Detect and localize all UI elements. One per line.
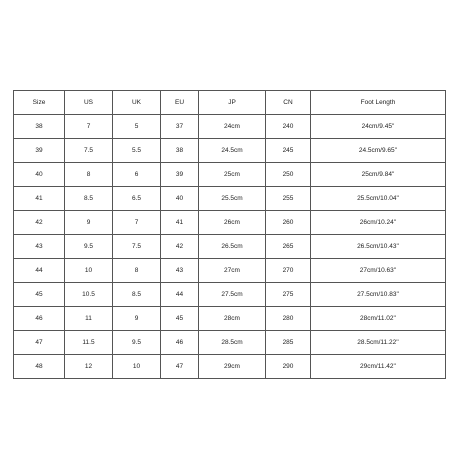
cell-cn: 240: [266, 115, 311, 139]
cell-size: 41: [14, 187, 65, 211]
table-row: [14, 163, 446, 187]
cell-foot-length: 25cm/9.84'': [311, 163, 446, 187]
cell-eu: 45: [161, 307, 199, 331]
cell-jp: 27cm: [199, 259, 266, 283]
cell-size: 45: [14, 283, 65, 307]
cell-jp: 24cm: [199, 115, 266, 139]
cell-eu: 43: [161, 259, 199, 283]
cell-cn: 280: [266, 307, 311, 331]
cell-size: 40: [14, 163, 65, 187]
cell-eu: 39: [161, 163, 199, 187]
cell-jp: 28cm: [199, 307, 266, 331]
table-row: [14, 259, 446, 283]
cell-eu: 38: [161, 139, 199, 163]
cell-us: 10: [65, 259, 113, 283]
table-row: [14, 139, 446, 163]
cell-foot-length: 27cm/10.63'': [311, 259, 446, 283]
cell-eu: 41: [161, 211, 199, 235]
cell-uk: 5: [113, 115, 161, 139]
table-row: [14, 211, 446, 235]
cell-eu: 47: [161, 355, 199, 379]
cell-uk: 10: [113, 355, 161, 379]
cell-jp: 26.5cm: [199, 235, 266, 259]
cell-foot-length: 26cm/10.24'': [311, 211, 446, 235]
header-cell-us: US: [65, 91, 113, 115]
cell-cn: 270: [266, 259, 311, 283]
cell-foot-length: 24.5cm/9.65'': [311, 139, 446, 163]
cell-cn: 260: [266, 211, 311, 235]
cell-uk: 5.5: [113, 139, 161, 163]
header-cell-cn: CN: [266, 91, 311, 115]
cell-cn: 285: [266, 331, 311, 355]
cell-cn: 245: [266, 139, 311, 163]
cell-uk: 9: [113, 307, 161, 331]
cell-jp: 24.5cm: [199, 139, 266, 163]
cell-us: 12: [65, 355, 113, 379]
table-row: [14, 331, 446, 355]
cell-us: 9.5: [65, 235, 113, 259]
cell-jp: 26cm: [199, 211, 266, 235]
header-row: [14, 91, 446, 115]
table-row: [14, 355, 446, 379]
cell-size: 38: [14, 115, 65, 139]
cell-jp: 25.5cm: [199, 187, 266, 211]
cell-eu: 46: [161, 331, 199, 355]
cell-size: 44: [14, 259, 65, 283]
table-row: [14, 115, 446, 139]
cell-size: 42: [14, 211, 65, 235]
cell-cn: 250: [266, 163, 311, 187]
cell-jp: 28.5cm: [199, 331, 266, 355]
cell-cn: 290: [266, 355, 311, 379]
cell-foot-length: 29cm/11.42'': [311, 355, 446, 379]
cell-us: 11: [65, 307, 113, 331]
table-row: [14, 283, 446, 307]
cell-us: 7: [65, 115, 113, 139]
cell-foot-length: 28cm/11.02'': [311, 307, 446, 331]
cell-eu: 44: [161, 283, 199, 307]
cell-foot-length: 24cm/9.45'': [311, 115, 446, 139]
cell-size: 46: [14, 307, 65, 331]
cell-uk: 9.5: [113, 331, 161, 355]
cell-size: 43: [14, 235, 65, 259]
cell-uk: 7: [113, 211, 161, 235]
cell-cn: 255: [266, 187, 311, 211]
cell-cn: 275: [266, 283, 311, 307]
cell-us: 8.5: [65, 187, 113, 211]
cell-size: 47: [14, 331, 65, 355]
header-cell-jp: JP: [199, 91, 266, 115]
cell-foot-length: 25.5cm/10.04'': [311, 187, 446, 211]
cell-us: 9: [65, 211, 113, 235]
table-row: [14, 307, 446, 331]
size-chart-table: [13, 90, 446, 379]
cell-us: 7.5: [65, 139, 113, 163]
cell-eu: 37: [161, 115, 199, 139]
table-row: [14, 187, 446, 211]
table-row: [14, 235, 446, 259]
cell-uk: 6.5: [113, 187, 161, 211]
cell-jp: 29cm: [199, 355, 266, 379]
cell-foot-length: 26.5cm/10.43'': [311, 235, 446, 259]
cell-uk: 8: [113, 259, 161, 283]
cell-size: 48: [14, 355, 65, 379]
cell-foot-length: 28.5cm/11.22'': [311, 331, 446, 355]
cell-size: 39: [14, 139, 65, 163]
header-cell-foot-length: Foot Length: [311, 91, 446, 115]
cell-jp: 27.5cm: [199, 283, 266, 307]
cell-us: 10.5: [65, 283, 113, 307]
cell-eu: 40: [161, 187, 199, 211]
cell-uk: 8.5: [113, 283, 161, 307]
cell-uk: 7.5: [113, 235, 161, 259]
cell-us: 8: [65, 163, 113, 187]
header-cell-size: Size: [14, 91, 65, 115]
cell-uk: 6: [113, 163, 161, 187]
cell-us: 11.5: [65, 331, 113, 355]
cell-foot-length: 27.5cm/10.83'': [311, 283, 446, 307]
header-cell-uk: UK: [113, 91, 161, 115]
cell-eu: 42: [161, 235, 199, 259]
header-cell-eu: EU: [161, 91, 199, 115]
cell-jp: 25cm: [199, 163, 266, 187]
size-chart-body: [14, 91, 446, 379]
cell-cn: 265: [266, 235, 311, 259]
